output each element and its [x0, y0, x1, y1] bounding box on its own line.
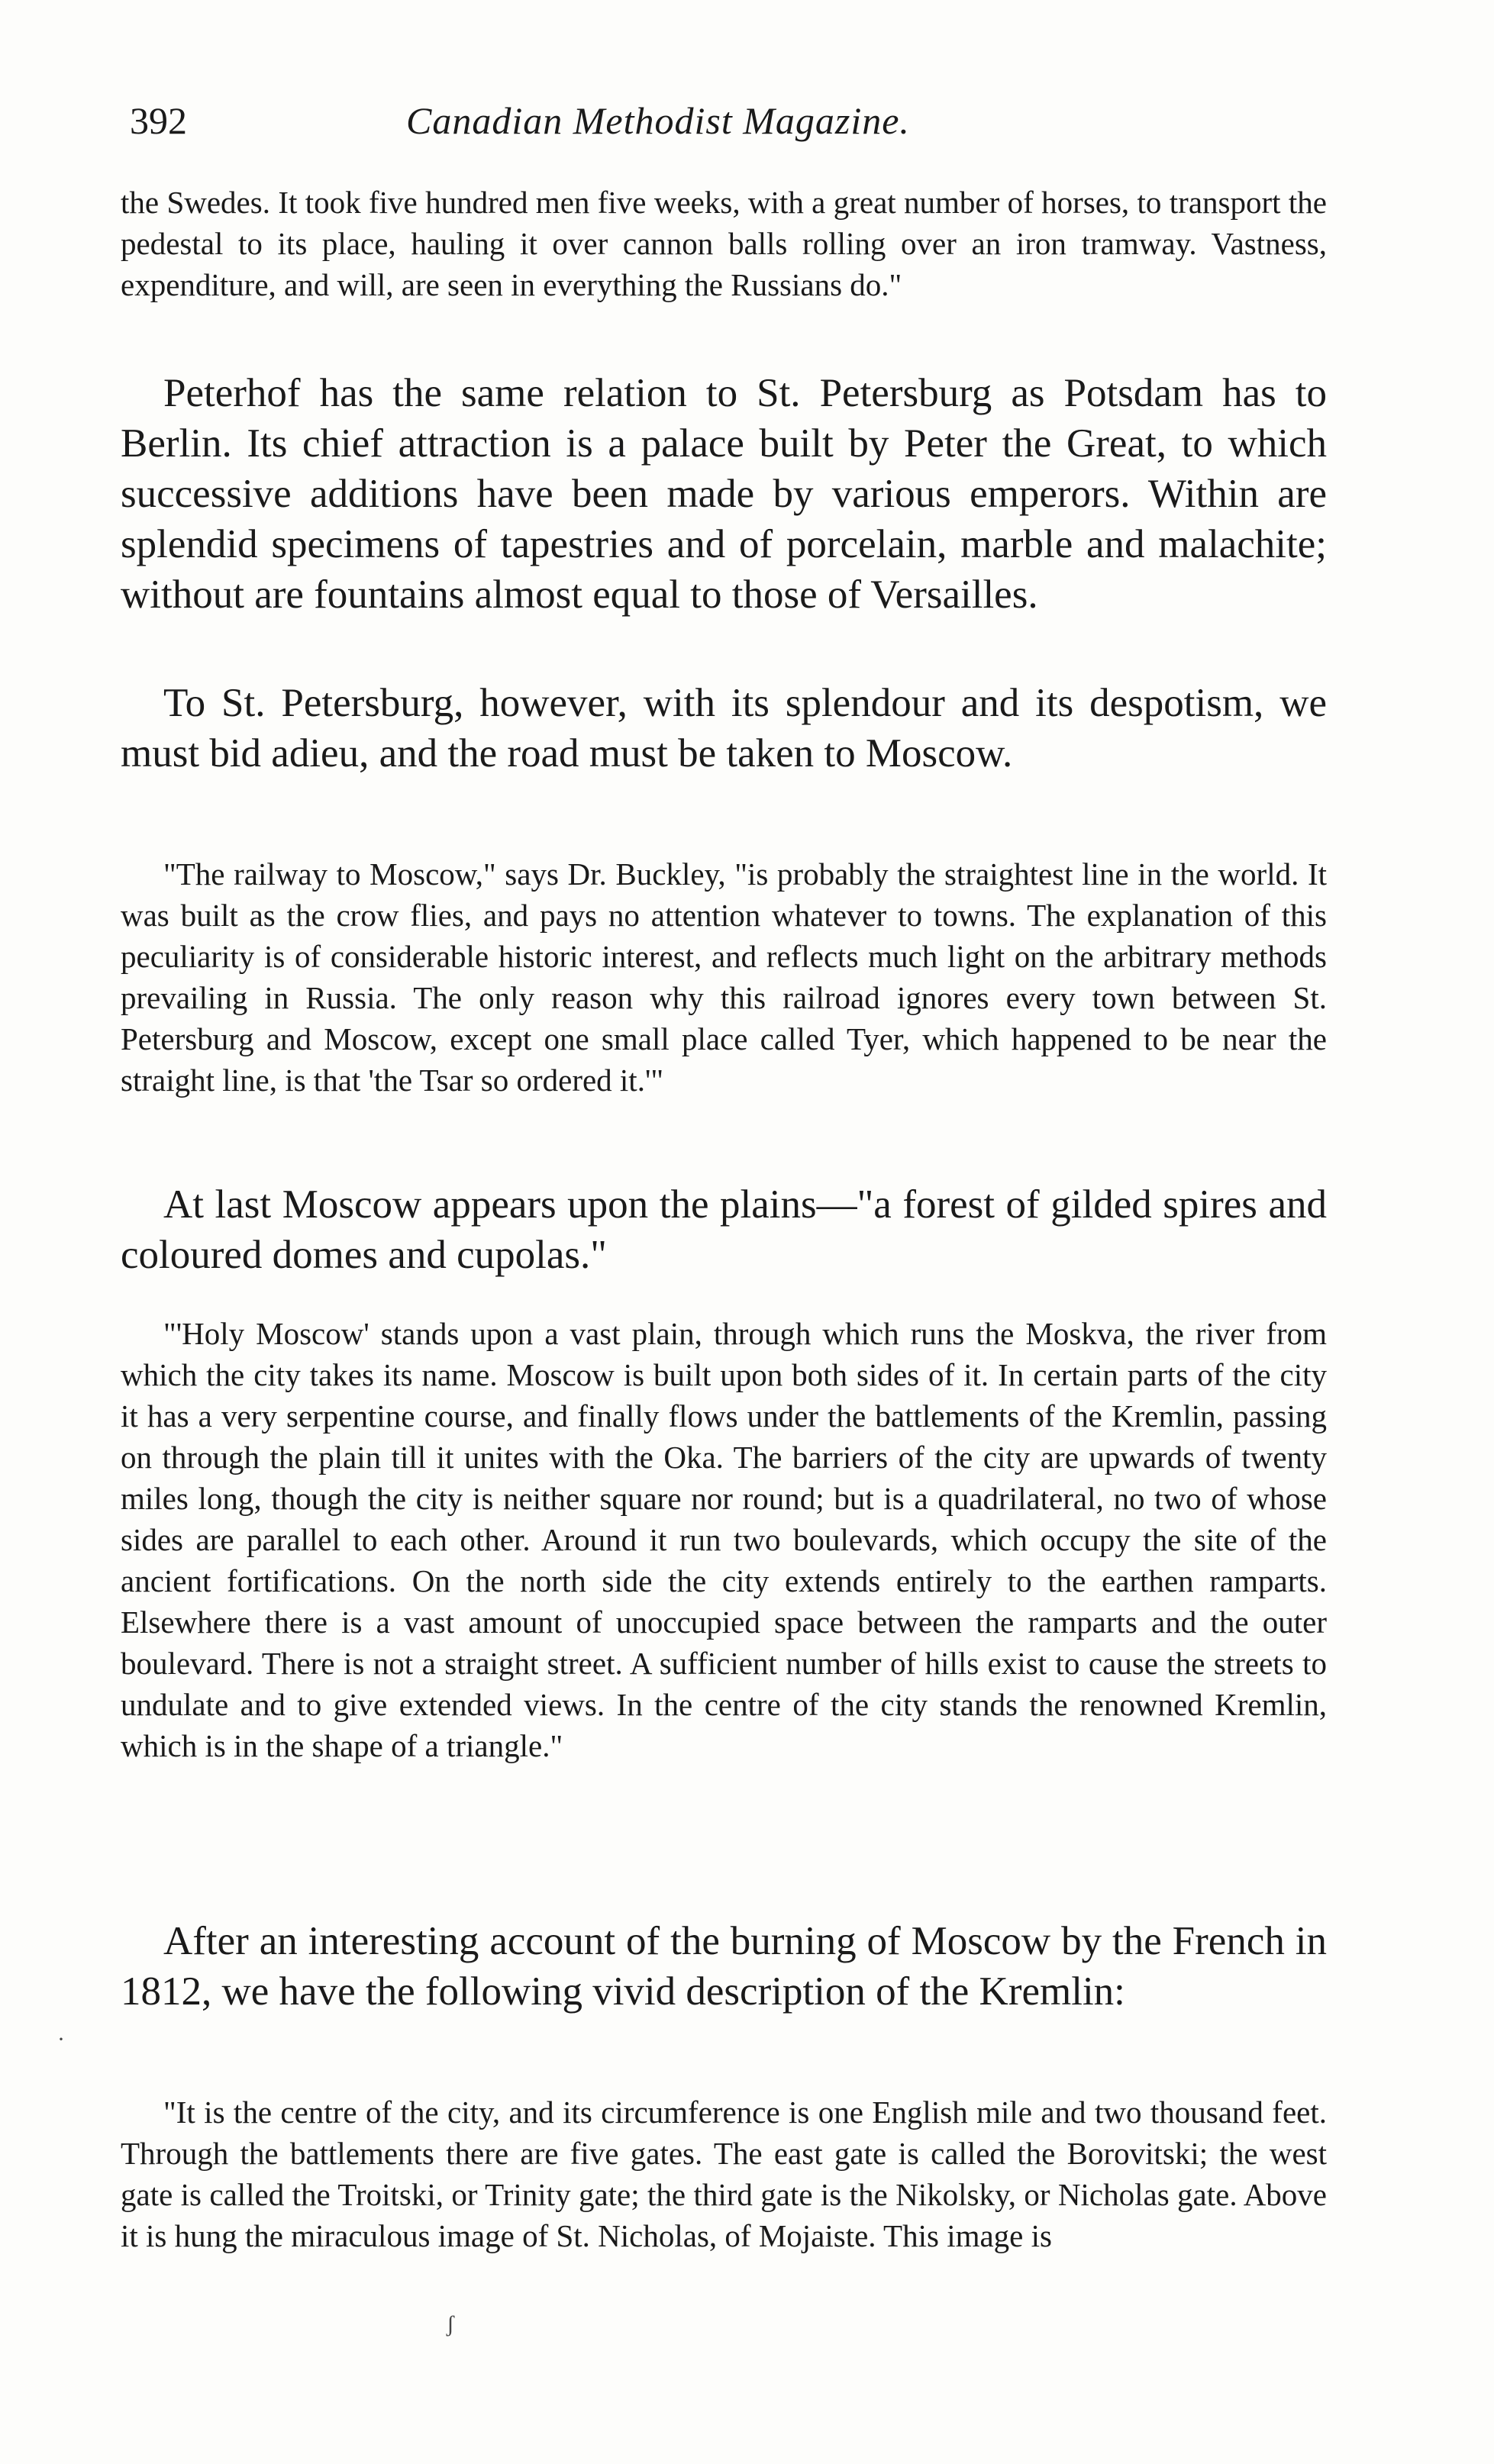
ink-mark: ·	[57, 2027, 65, 2052]
paragraph-adieu-petersburg: To St. Petersburg, however, with its splendour and its despotism, we must bid adieu, and the road must be taken to Moscow.	[121, 681, 1327, 776]
page-header	[130, 90, 1321, 151]
paragraph-kremlin-quote: "It is the centre of the city, and its circumference is one English mile and two thousand feet. Through the battlements there are five gates. The east gate is called the Borovitski; the west gate is called the Troitski, or Trinity gate; the third gate is the Nikolsky, or Nicholas gate. Above it is hung the miraculous image of St. Nicholas, of Mojaiste. This image is	[121, 2095, 1327, 2253]
paragraph-holy-moscow-quote: "'Holy Moscow' stands upon a vast plain, through which runs the Moskva, the river from which the city takes its name. Moscow is built upon both sides of it. In certain parts of the city it has a very serpentine course, and finally flows under the battlements of the Kremlin, passing on through the plain till it unites with the Oka. The barriers of the city are upwards of twenty miles long, though the city is neither square nor round; but is a quadrilateral, no two of whose sides are parallel to each other. Around it run two boulevards, which occupy the site of the ancient fortifications. On the north side the city extends entirely to the earthen ramparts. Elsewhere there is a vast amount of unoccupied space between the ramparts and the outer boulevard. There is not a straight street. A sufficient number of hills exist to cause the streets to undulate and to give extended views. In the centre of the city stands the renowned Kremlin, which is in the shape of a triangle."	[121, 1316, 1327, 1763]
paragraph-peterhof: Peterhof has the same relation to St. Petersburg as Potsdam has to Berlin. Its chief attraction is a palace built by Peter the Great, to which successive additions have been made by various emperors. Within are splendid specimens of tapestries and of porcelain, marble and malachite; without are fountains almost equal to those of Versailles.	[121, 371, 1327, 617]
paragraph-swedes-quote: the Swedes. It took five hundred men five weeks, with a great number of horses, to transport the pedestal to its place, hauling it over cannon balls rolling over an iron tramway. Vastness, expenditure, and will, are seen in everything the Russians do."	[121, 185, 1327, 302]
ink-mark: ʃ	[447, 2311, 454, 2337]
paragraph-moscow-appears: At last Moscow appears upon the plains—"a forest of gilded spires and coloured domes and cupolas."	[121, 1182, 1327, 1277]
paragraph-burning-of-moscow: After an interesting account of the burning of Moscow by the French in 1812, we have the following vivid description of the Kremlin:	[121, 1919, 1327, 2014]
paragraph-railway-quote: "The railway to Moscow," says Dr. Buckley, "is probably the straightest line in the world. It was built as the crow flies, and pays no attention whatever to towns. The explanation of this peculiarity is of considerable historic interest, and reflects much light on the arbitrary methods prevailing in Russia. The only reason why this railroad ignores every town between St. Petersburg and Moscow, except one small place called Tyer, which happened to be near the straight line, is that 'the Tsar so ordered it.'"	[121, 856, 1327, 1098]
page-number: 392	[130, 99, 187, 142]
running-title: Canadian Methodist Magazine.	[406, 99, 910, 142]
